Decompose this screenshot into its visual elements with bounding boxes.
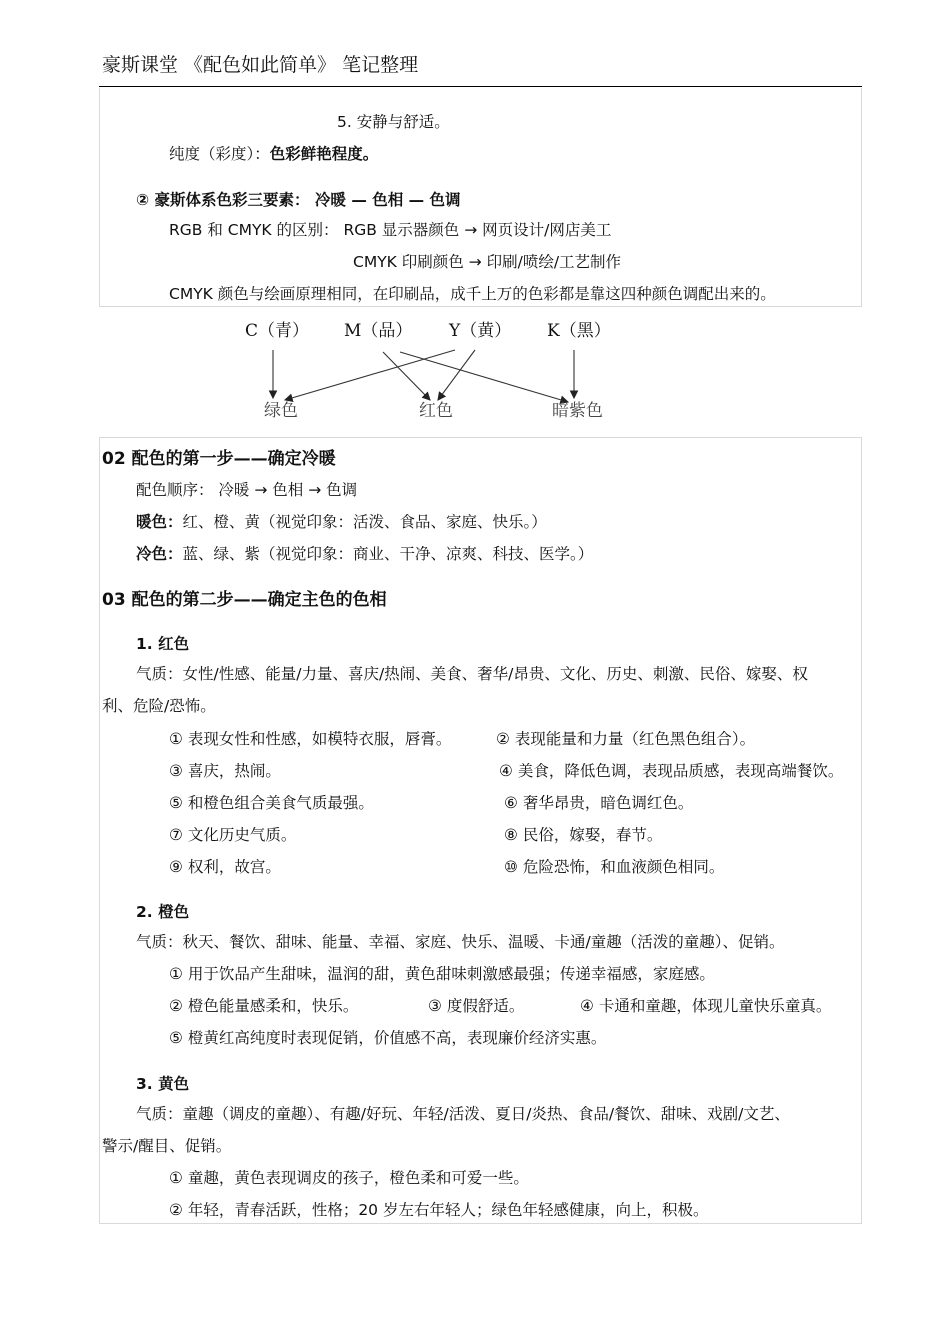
- section-02-heading: 02 配色的第一步——确定冷暖: [102, 449, 336, 469]
- red-item-4: ④ 美食，降低色调，表现品质感，表现高端餐饮。: [499, 762, 844, 780]
- red-item-6: ⑥ 奢华昂贵，暗色调红色。: [504, 794, 694, 812]
- red-item-3: ③ 喜庆，热闹。: [169, 762, 281, 780]
- orange-item-5: ⑤ 橙黄红高纯度时表现促销，价值感不高，表现廉价经济实惠。: [169, 1029, 607, 1047]
- orange-item-1: ① 用于饮品产生甜味，温润的甜，黄色甜味刺激感最强；传递幸福感，家庭感。: [169, 965, 715, 983]
- warm-colors-line: [136, 512, 547, 532]
- diagram-top-m: M（品）: [344, 321, 413, 341]
- diagram-top-y: Y（黄）: [449, 321, 512, 341]
- page-header-title: 豪斯课堂 《配色如此简单》 笔记整理: [102, 54, 419, 76]
- red-item-9: ⑨ 权利，故宫。: [169, 858, 281, 876]
- red-item-1: ① 表现女性和性感，如模特衣服，唇膏。: [169, 730, 452, 748]
- red-item-8: ⑧ 民俗，嫁娶，春节。: [504, 826, 663, 844]
- rgb-cmyk-diff-line: RGB 和 CMYK 的区别： RGB 显示器颜色 → 网页设计/网店美工: [169, 221, 612, 239]
- diagram-top-c: C（青）: [245, 321, 310, 341]
- orange-item-3: ③ 度假舒适。: [428, 997, 525, 1015]
- red-title: 1. 红色: [136, 635, 190, 653]
- yellow-temperament-line-2: 警示/醒目、促销。: [102, 1137, 232, 1155]
- red-item-7: ⑦ 文化历史气质。: [169, 826, 297, 844]
- red-temperament-line-2: 利、危险/恐怖。: [102, 697, 216, 715]
- purity-label: 纯度（彩度）：: [169, 145, 270, 163]
- red-item-5: ⑤ 和橙色组合美食气质最强。: [169, 794, 374, 812]
- diagram-result-dark-purple: 暗紫色: [552, 401, 603, 421]
- orange-temperament: 气质：秋天、餐饮、甜味、能量、幸福、家庭、快乐、温暖、卡通/童趣（活泼的童趣）、促销。: [136, 933, 785, 951]
- red-item-10: ⑩ 危险恐怖，和血液颜色相同。: [504, 858, 725, 876]
- yellow-temperament-line-1: 气质：童趣（调皮的童趣）、有趣/好玩、年轻/活泼、夏日/炎热、食品/餐饮、甜味、戏剧/文艺、: [136, 1105, 790, 1123]
- cmyk-note: CMYK 颜色与绘画原理相同，在印刷品，成千上万的色彩都是靠这四种颜色调配出来的。: [169, 285, 776, 303]
- orange-title: 2. 橙色: [136, 903, 190, 921]
- cmyk-print-line: CMYK 印刷颜色 → 印刷/喷绘/工艺制作: [353, 253, 622, 271]
- arrow-y-to-green: [285, 350, 455, 400]
- diagram-top-k: K（黑）: [547, 321, 611, 341]
- cmyk-mixing-diagram: [0, 0, 950, 440]
- yellow-title: 3. 黄色: [136, 1075, 190, 1093]
- cool-label: 冷色：: [136, 545, 183, 563]
- warm-text: 红、橙、黄（视觉印象：活泼、食品、家庭、快乐。）: [182, 513, 547, 531]
- three-elements-heading: ② 豪斯体系色彩三要素： 冷暖 — 色相 — 色调: [136, 191, 461, 209]
- item-5-quiet-comfort: 5. 安静与舒适。: [337, 113, 450, 131]
- section-03-heading: 03 配色的第二步——确定主色的色相: [102, 590, 387, 610]
- red-temperament-line-1: 气质：女性/性感、能量/力量、喜庆/热闹、美食、奢华/昂贵、文化、历史、刺激、民俗、嫁娶、权: [136, 665, 808, 683]
- cool-text: 蓝、绿、紫（视觉印象：商业、干净、凉爽、科技、医学。）: [182, 545, 594, 563]
- yellow-item-1: ① 童趣，黄色表现调皮的孩子，橙色柔和可爱一些。: [169, 1169, 529, 1187]
- yellow-item-2: ② 年轻，青春活跃，性格；20 岁左右年轻人；绿色年轻感健康，向上，积极。: [169, 1201, 709, 1219]
- diagram-result-green: 绿色: [264, 401, 298, 421]
- diagram-result-red: 红色: [419, 401, 453, 421]
- cool-colors-line: [136, 544, 593, 564]
- red-item-2: ② 表现能量和力量（红色黑色组合）。: [496, 730, 756, 748]
- color-order-line: 配色顺序： 冷暖 → 色相 → 色调: [136, 481, 358, 499]
- orange-item-4: ④ 卡通和童趣，体现儿童快乐童真。: [580, 997, 832, 1015]
- arrow-y-to-red: [438, 350, 475, 400]
- warm-label: 暖色：: [136, 513, 183, 531]
- orange-item-2: ② 橙色能量感柔和，快乐。: [169, 997, 359, 1015]
- purity-value: 色彩鲜艳程度。: [269, 145, 379, 163]
